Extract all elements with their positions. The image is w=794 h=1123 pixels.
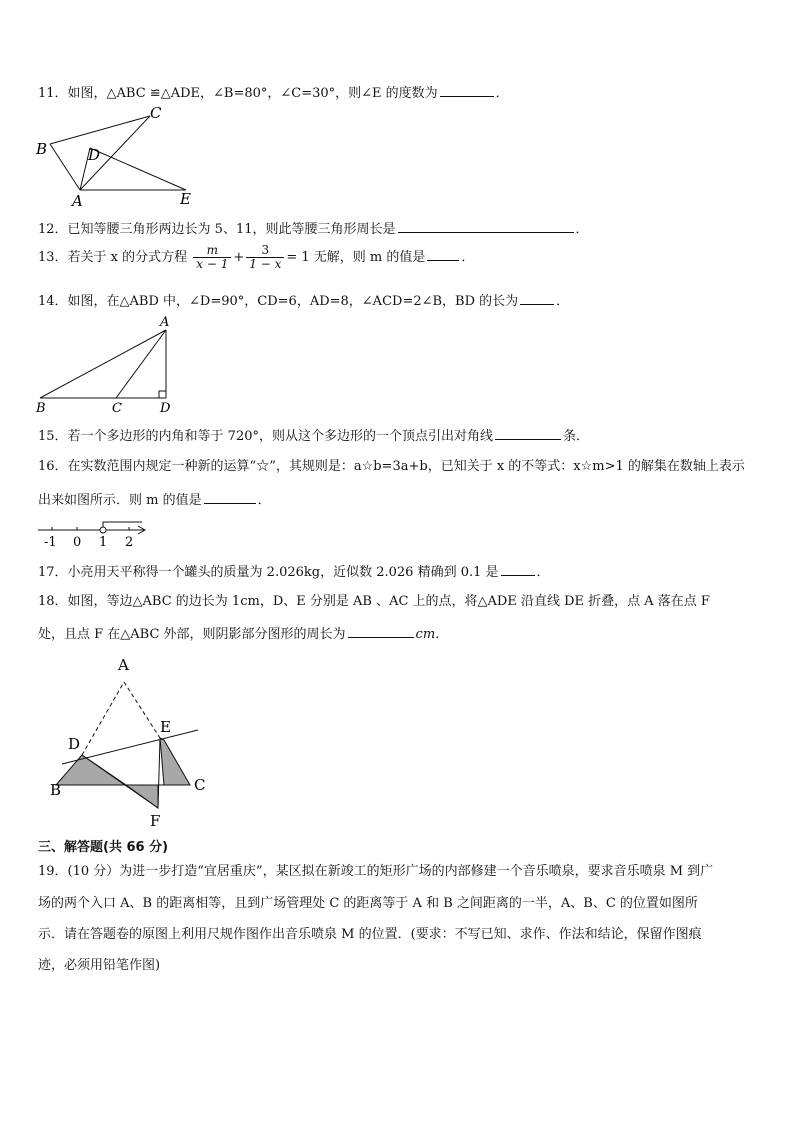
q17-stem: 17．小亮用天平称得一个罐头的质量为 2.026kg，近似数 2.026 精确到 0.1 是	[38, 565, 499, 580]
q18-figure	[40, 652, 220, 828]
q16-answer-blank[interactable]	[204, 491, 256, 504]
q14-label-d: D	[160, 401, 171, 416]
q18-label-d: D	[68, 735, 81, 753]
q15-text	[38, 427, 589, 445]
q16-number-line	[34, 518, 154, 550]
q13-f2-numerator: 3	[246, 244, 284, 258]
q11-stem: 11．如图，△ABC ≌△ADE，∠B=80°，∠C=30°，则∠E 的度数为	[38, 86, 438, 101]
q13-text	[38, 244, 474, 271]
q11-figure	[30, 104, 210, 208]
q16-line1: 16．在实数范围内规定一种新的运算“☆”，其规则是：a☆b=3a+b，已知关于 x 的不等式：x☆m>1 的解集在数轴上表示	[38, 459, 745, 474]
q12-text	[38, 220, 589, 238]
q18-label-e: E	[160, 718, 171, 736]
q13-f1-numerator: m	[193, 244, 231, 258]
q19-line4: 迹，必须用铅笔作图)	[38, 958, 161, 973]
q13-stem: 13．若关于 x 的分式方程	[38, 250, 188, 265]
q18-line2	[38, 625, 448, 643]
q13-f2-denominator: 1 − x	[249, 257, 282, 271]
q13-fraction-1	[193, 244, 231, 271]
q12-end: ．	[575, 222, 589, 237]
q16-end: ．	[257, 493, 271, 508]
q13-plus: +	[233, 250, 245, 265]
q14-label-a: A	[160, 315, 170, 330]
q11-label-e: E	[180, 190, 191, 208]
q18-label-b: B	[50, 781, 62, 799]
q18-label-c: C	[194, 776, 206, 794]
q16-tick-1: 1	[99, 535, 108, 550]
q13-answer-blank[interactable]	[427, 248, 459, 261]
q11-label-b: B	[36, 140, 48, 158]
q11-label-c: C	[150, 104, 162, 122]
q11-end: ．	[495, 86, 509, 101]
q11-label-a: A	[72, 192, 83, 208]
q18-answer-blank[interactable]	[348, 625, 414, 638]
q18-stem: 处，且点 F 在△ABC 外部，则阴影部分图形的周长为	[38, 627, 346, 642]
section-3-heading: 三、解答题(共 66 分)	[38, 840, 169, 855]
q14-answer-blank[interactable]	[520, 292, 554, 305]
q15-end: 条．	[563, 429, 590, 444]
q11-answer-blank[interactable]	[440, 84, 494, 97]
q18-end: cm．	[415, 627, 449, 642]
q11-label-d: D	[88, 146, 101, 164]
q14-label-b: B	[36, 401, 46, 416]
q14-text	[38, 292, 569, 310]
q16-tick-2: 2	[125, 535, 134, 550]
q14-figure	[30, 312, 190, 418]
q16-tick-neg1: -1	[44, 535, 57, 550]
q15-stem: 15．若一个多边形的内角和等于 720°，则从这个多边形的一个顶点引出对角线	[38, 429, 493, 444]
q16-line2	[38, 491, 271, 509]
q16-stem: 出来如图所示．则 m 的值是	[38, 493, 202, 508]
q18-label-a: A	[118, 656, 129, 674]
q18-line1: 18．如图，等边△ABC 的边长为 1cm，D、E 分别是 AB 、AC 上的点，将△ADE 沿直线 DE 折叠，点 A 落在点 F	[38, 594, 710, 609]
q17-text	[38, 563, 550, 581]
q13-fraction-2	[246, 244, 284, 271]
q11-text	[38, 84, 509, 102]
q19-line2: 场的两个入口 A、B 的距离相等，且到广场管理处 C 的距离等于 A 和 B 之间距离的一半，A、B、C 的位置如图所	[38, 896, 698, 911]
q14-end: ．	[556, 294, 570, 309]
q16-tick-0: 0	[73, 535, 82, 550]
q18-label-f: F	[150, 812, 161, 828]
q17-answer-blank[interactable]	[501, 563, 535, 576]
q13-stem-2: = 1 无解，则 m 的值是	[286, 250, 426, 265]
q15-answer-blank[interactable]	[495, 427, 561, 440]
q13-f1-denominator: x − 1	[196, 257, 229, 271]
q14-label-c: C	[112, 401, 122, 416]
q19-line1: 19．(10 分）为进一步打造“宜居重庆”，某区拟在新竣工的矩形广场的内部修建一个音乐喷泉，要求音乐喷泉 M 到广	[38, 864, 714, 879]
q19-line3: 示．请在答题卷的原图上利用尺规作图作出音乐喷泉 M 的位置．(要求：不写已知、求作、作法和结论，保留作图痕	[38, 927, 702, 942]
q12-answer-blank[interactable]	[398, 220, 574, 233]
q12-stem: 12．已知等腰三角形两边长为 5、11，则此等腰三角形周长是	[38, 222, 396, 237]
q14-stem: 14．如图，在△ABD 中，∠D=90°，CD=6，AD=8，∠ACD=2∠B，BD 的长为	[38, 294, 519, 309]
q13-end: ．	[461, 250, 475, 265]
q17-end: ．	[536, 565, 550, 580]
